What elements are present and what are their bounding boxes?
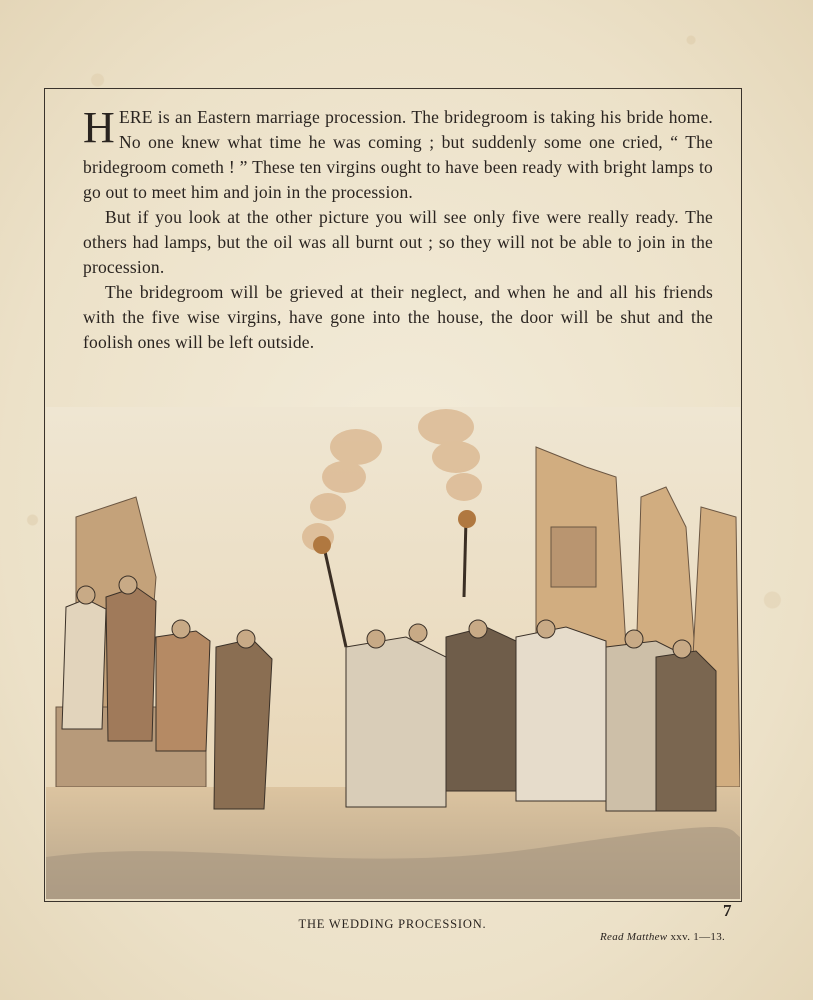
opening-smallcaps: ERE [118,107,153,127]
paragraph-1 [83,105,713,205]
reference-rest: xxv. 1—13. [667,931,726,943]
paragraph-1-text: is an Eastern marriage procession. The bridegroom is taking his bride home. No one knew what time he was coming ; but suddenly some one cried, “ The bridegroom cometh ! ” These ten virgins ought to have been ready with bright lamps to go out to meet him and join in the procession. [83,107,713,202]
body-text [83,105,713,355]
reference-italic: Read Matthew [600,931,668,943]
wedding-procession-illustration [46,407,740,899]
illustration-caption: THE WEDDING PROCESSION. [298,917,487,931]
page-number: 7 [723,901,732,920]
page-frame [44,88,742,902]
paragraph-2: But if you look at the other picture you will see only five were really ready. The others had lamps, but the oil was all burnt out ; so they will not be able to join in the procession. [83,207,713,277]
drop-cap: H [83,103,115,152]
paragraph-3: The bridegroom will be grieved at their neglect, and when he and all his friends with the five wise virgins, have gone into the house, the door will be shut and the foolish ones will be left outside. [83,282,713,352]
scripture-reference [600,931,725,943]
